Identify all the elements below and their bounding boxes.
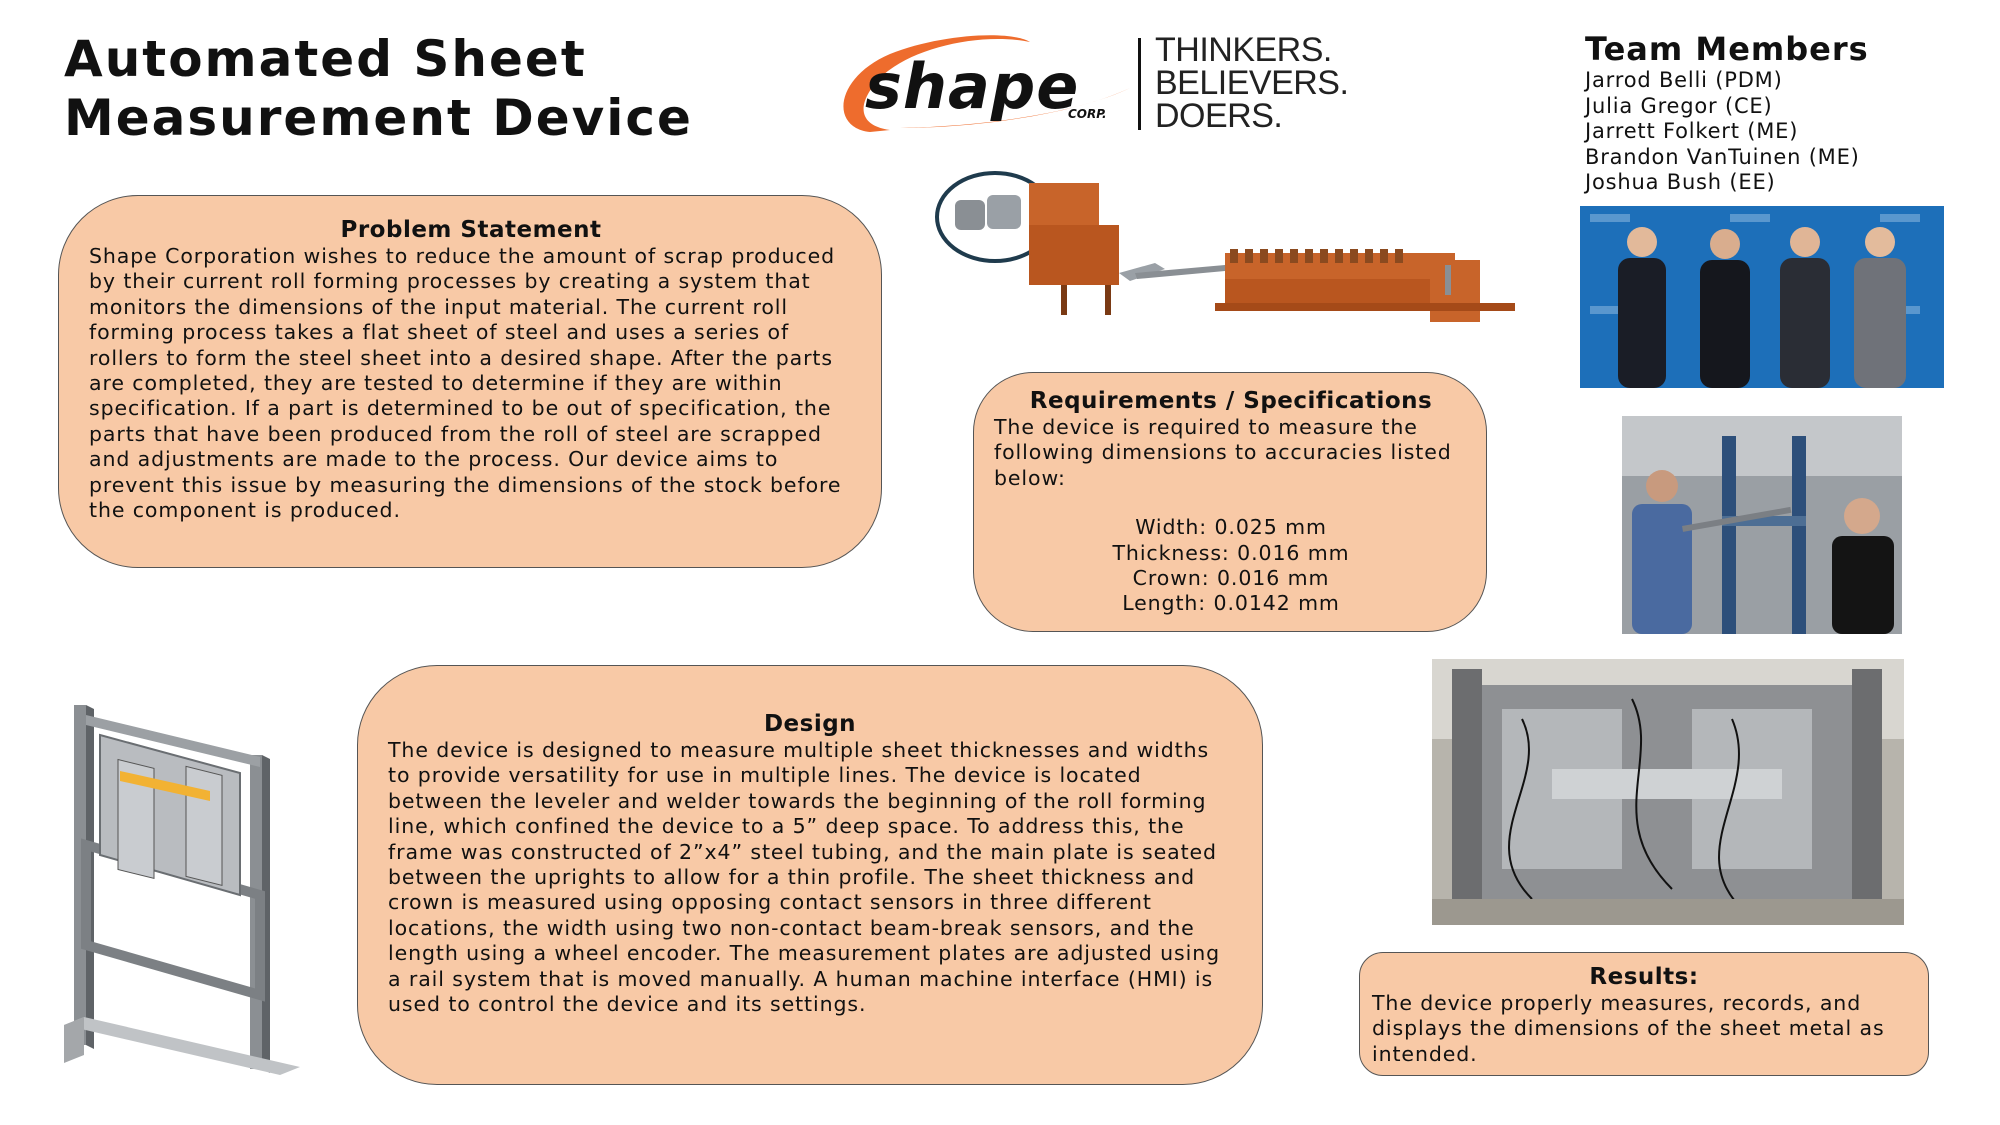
cad-frame-image (60, 695, 310, 1075)
logo-divider (1138, 38, 1141, 130)
tagline-line-1: THINKERS. (1155, 31, 1332, 69)
results-body: The device properly measures, records, and displays the dimensions of the sheet metal as intended. (1372, 991, 1885, 1066)
spec-crown: Crown: 0.016 mm (1132, 566, 1330, 591)
design-heading: Design (763, 711, 857, 737)
tagline-line-2: BELIEVERS. (1155, 64, 1349, 102)
team-members (1585, 30, 1985, 196)
team-member: Jarrod Belli (PDM) (1585, 68, 1783, 92)
team-list (1585, 68, 1985, 196)
title-line-2: Measurement Device (64, 89, 693, 147)
logo-corp-label: CORP. (1068, 107, 1107, 121)
spec-thickness: Thickness: 0.016 mm (1112, 540, 1350, 565)
requirements-panel (973, 372, 1487, 632)
problem-statement-panel (58, 195, 882, 568)
team-member: Julia Gregor (CE) (1585, 93, 1773, 118)
spec-width: Width: 0.025 mm (1135, 515, 1327, 540)
design-panel (357, 665, 1263, 1085)
device-frame-photo (1432, 659, 1904, 925)
poster-title (64, 30, 764, 148)
requirements-heading: Requirements / Specifications (1029, 388, 1433, 414)
tagline-line-3: DOERS. (1155, 97, 1283, 135)
requirements-intro: The device is required to measure the following dimensions to accuracies listed below: (994, 415, 1452, 490)
title-line-1: Automated Sheet (64, 30, 587, 88)
shape-corp-logo (830, 28, 1370, 140)
roll-forming-line-image (925, 165, 1525, 365)
team-heading: Team Members (1585, 30, 1869, 68)
problem-heading: Problem Statement (340, 217, 602, 243)
logo-wordmark: shape (865, 50, 1080, 123)
team-member: Jarrett Folkert (ME) (1585, 119, 1799, 143)
lab-photo (1622, 416, 1902, 634)
results-heading: Results: (1589, 964, 1699, 990)
spec-length: Length: 0.0142 mm (1122, 591, 1340, 616)
lab-photo-scene (1622, 416, 1902, 634)
design-body: The device is designed to measure multiple sheet thicknesses and widths to provide versatility for use in multiple lines. The device is located between the leveler and welder towards the beginning of the roll forming line, which confined the device to a 5” deep space. To address this, the frame was constructed of 2”x4” steel tubing, and the main plate is seated between the uprights to allow for a thin profile. The sheet thickness and crown is measured using opposing contact sensors in three different locations, the width using two non-contact beam-break sensors, and the length using a wheel encoder. The measurement plates are adjusted using a rail system that is moved manually. A human machine interface (HMI) is used to control the device and its settings. (388, 738, 1221, 1017)
team-photo-figures (1580, 206, 1944, 388)
team-member: Brandon VanTuinen (ME) (1585, 144, 1860, 169)
results-panel (1359, 952, 1929, 1076)
requirements-spec-list (994, 515, 1468, 617)
problem-body: Shape Corporation wishes to reduce the amount of scrap produced by their current roll forming processes by creating a system that monitors the dimensions of the input material. The current roll forming process takes a flat sheet of steel and uses a series of rollers to form the steel sheet into a desired shape. After the parts are completed, they are tested to determine if they are within specification. If a part is determined to be out of specification, the parts that have been produced from the roll of steel are scrapped and adjustments are made to the process. Our device aims to prevent this issue by measuring the dimensions of the stock before the component is produced. (89, 244, 842, 523)
logo-tagline (1155, 31, 1349, 135)
frame-photo-scene (1432, 659, 1904, 925)
team-member: Joshua Bush (EE) (1585, 170, 1776, 194)
team-photo (1580, 206, 1944, 388)
